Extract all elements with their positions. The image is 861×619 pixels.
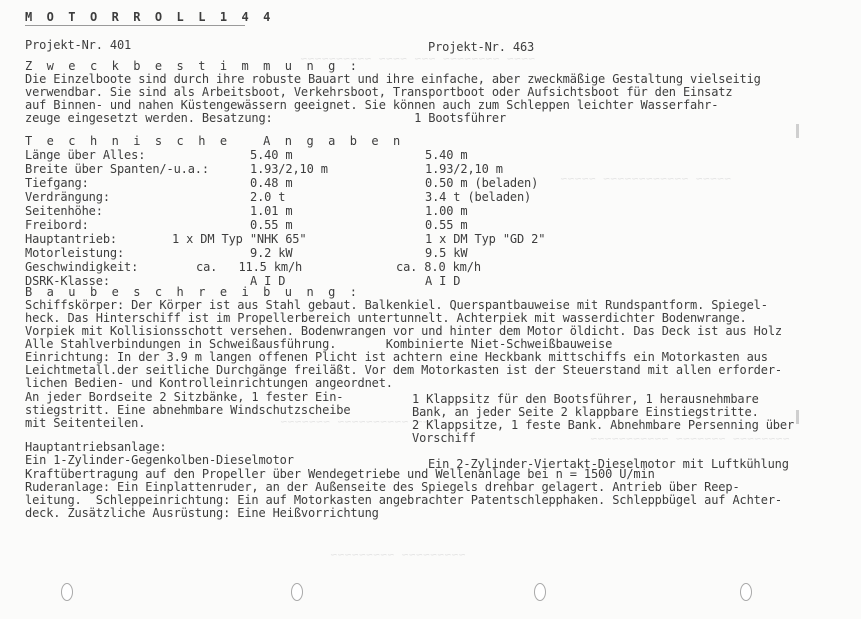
tech-value-401: 1.01 m [250, 204, 293, 218]
purpose-heading: Z w e c k b e s t i m m u n g : [25, 59, 361, 73]
purpose-line: auf Binnen- und nahen Küstengewässern geeignet. Sie können auch zum Schleppen leichter Wasserfahr- [25, 98, 719, 112]
description-heading: B a u b e s c h r e i b u n g : [25, 285, 361, 299]
punch-hole [740, 583, 752, 601]
propulsion-line: Kraftübertragung auf den Propeller über Wendegetriebe und Wellenanlage bei n = 1500 U/min [25, 467, 655, 481]
equipment-401-line: stiegstritt. Eine abnehmbare Windschutzscheibe [25, 403, 351, 417]
purpose-line: verwendbar. Sie sind als Arbeitsboot, Verkehrsboot, Transportboot oder Aufsichtsboot für den Einsatz [25, 85, 733, 99]
propulsion-line: deck. Zusätzliche Ausrüstung: Eine Heißvorrichtung [25, 506, 379, 520]
tech-value-401: 0.55 m [250, 218, 293, 232]
tech-label: Motorleistung: [25, 246, 125, 260]
title-underline [25, 25, 245, 26]
tech-value-463: 5.40 m [425, 148, 468, 162]
equipment-463-line: Vorschiff [412, 431, 476, 445]
tech-value-463: 1.93/2,10 m [425, 162, 503, 176]
propulsion-line: Ruderanlage: Ein Einplattenruder, an der Außenseite des Spiegels drehbar gelagert. Antrieb über Reep- [25, 480, 740, 494]
document-title: M O T O R R O L L 1 4 4 [25, 10, 274, 24]
punch-hole [291, 583, 303, 601]
bleed-mark [796, 124, 799, 138]
tech-label: Tiefgang: [25, 176, 89, 190]
bleed-through-text: ~~~ ~~~~~~~~~~ ~~~~~~~ [280, 415, 437, 428]
tech-value-463: ca. 8.0 km/h [396, 260, 481, 274]
description-line: Alle Stahlverbindungen in Schweißausführung. Kombinierte Niet-Schweißbauweise [25, 337, 613, 351]
tech-label: Verdrängung: [25, 190, 110, 204]
tech-value-401: 5.40 m [250, 148, 293, 162]
equipment-401-line: An jeder Bordseite 2 Sitzbänke, 1 fester Ein- [25, 390, 344, 404]
purpose-line: Die Einzelboote sind durch ihre robuste Bauart und ihre einfache, aber zweckmäßige Gestaltung vielseitig [25, 72, 761, 86]
equipment-463-line: 2 Klappsitze, 1 feste Bank. Abnehmbare Persenning über [412, 418, 795, 432]
tech-value-401: 2.0 t [250, 190, 286, 204]
tech-label: Seitenhöhe: [25, 204, 103, 218]
tech-value-401: 0.48 m [250, 176, 293, 190]
punch-hole [534, 583, 546, 601]
tech-label: Geschwindigkeit: [25, 260, 139, 274]
description-line: heck. Das Hinterschiff ist im Propellerbereich untertunnelt. Achterpiek mit wasserdichter Bodenwrange. [25, 311, 747, 325]
equipment-463-line: Bank, an jeder Seite 2 klappbare Einstiegstritte. [412, 405, 759, 419]
tech-label: DSRK-Klasse: [25, 274, 110, 288]
punch-hole [61, 583, 73, 601]
tech-value-463: 3.4 t (beladen) [425, 190, 532, 204]
project-number-401: Projekt-Nr. 401 [25, 38, 132, 52]
description-line: Schiffskörper: Der Körper ist aus Stahl gebaut. Balkenkiel. Querspantbauweise mit Rundspantform. Spiegel- [25, 298, 768, 312]
equipment-463-line: 1 Klappsitz für den Bootsführer, 1 herausnehmbare [412, 392, 759, 406]
tech-value-401: 9.2 kW [250, 246, 293, 260]
tech-label: Freibord: [25, 218, 89, 232]
engine-401: Ein 1-Zylinder-Gegenkolben-Dieselmotor [25, 453, 294, 467]
tech-value-463: 1 x DM Typ "GD 2" [425, 232, 546, 246]
purpose-line: zeuge eingesetzt werden. Besatzung: 1 Bootsführer [25, 111, 507, 125]
tech-value-463: 9.5 kW [425, 246, 468, 260]
description-line: Leichtmetall.der seitliche Durchgänge freiläßt. Vor dem Motorkasten ist der Steuerstand mit allen erforder- [25, 363, 782, 377]
tech-value-401: 1 x DM Typ "NHK 65" [172, 232, 307, 246]
tech-value-463: 0.50 m (beladen) [425, 176, 539, 190]
engine-463: Ein 2-Zylinder-Viertakt-Dieselmotor mit Luftkühlung [428, 457, 789, 471]
propulsion-line: leitung. Schleppeinrichtung: Ein auf Motorkasten angebrachter Patentschlepphaken. Schleppbügel auf Achter- [25, 493, 782, 507]
description-line: Einrichtung: In der 3.9 m langen offenen Plicht ist achtern eine Heckbank mittschiffs ein Motorkasten aus [25, 350, 768, 364]
tech-value-401: ca. 11.5 km/h [196, 260, 303, 274]
tech-label: Breite über Spanten/-u.a.: [25, 162, 209, 176]
bleed-through-text: ~~~~ ~~~~~~~~ ~~~ ~~~~ ~~~~~~~~~~ [300, 52, 536, 65]
tech-value-463: A I D [425, 274, 461, 288]
tech-value-401: 1.93/2,10 m [250, 162, 328, 176]
equipment-401-line: mit Seitenteilen. [25, 416, 146, 430]
description-line: lichen Bedien- und Kontrolleinrichtungen angeordnet. [25, 376, 393, 390]
tech-label: Länge über Alles: [25, 148, 146, 162]
bleed-mark [796, 410, 799, 424]
tech-value-463: 1.00 m [425, 204, 468, 218]
propulsion-heading: Hauptantriebsanlage: [25, 440, 167, 454]
bleed-through-text: ~~~~~ ~~~~~~~~~~~~ ~~~~~ [560, 172, 731, 185]
bleed-through-text: ~~~~~~~~ ~~~~~~~ ~~~~~~~~~~~ [590, 432, 790, 445]
description-line: Vorpiek mit Kollisionsschott versehen. Bodenwrangen vor und hinter dem Motor öldicht. Das Deck ist aus Holz [25, 324, 782, 338]
technical-heading: T e c h n i s c h e A n g a b e n [25, 134, 404, 148]
tech-value-401: A I D [250, 274, 286, 288]
tech-value-463: 0.55 m [425, 218, 468, 232]
bleed-through-text: ~~~~~~~~~ ~~~~~~~~~ [330, 548, 466, 561]
project-number-463: Projekt-Nr. 463 [428, 40, 535, 54]
tech-label: Hauptantrieb: [25, 232, 117, 246]
